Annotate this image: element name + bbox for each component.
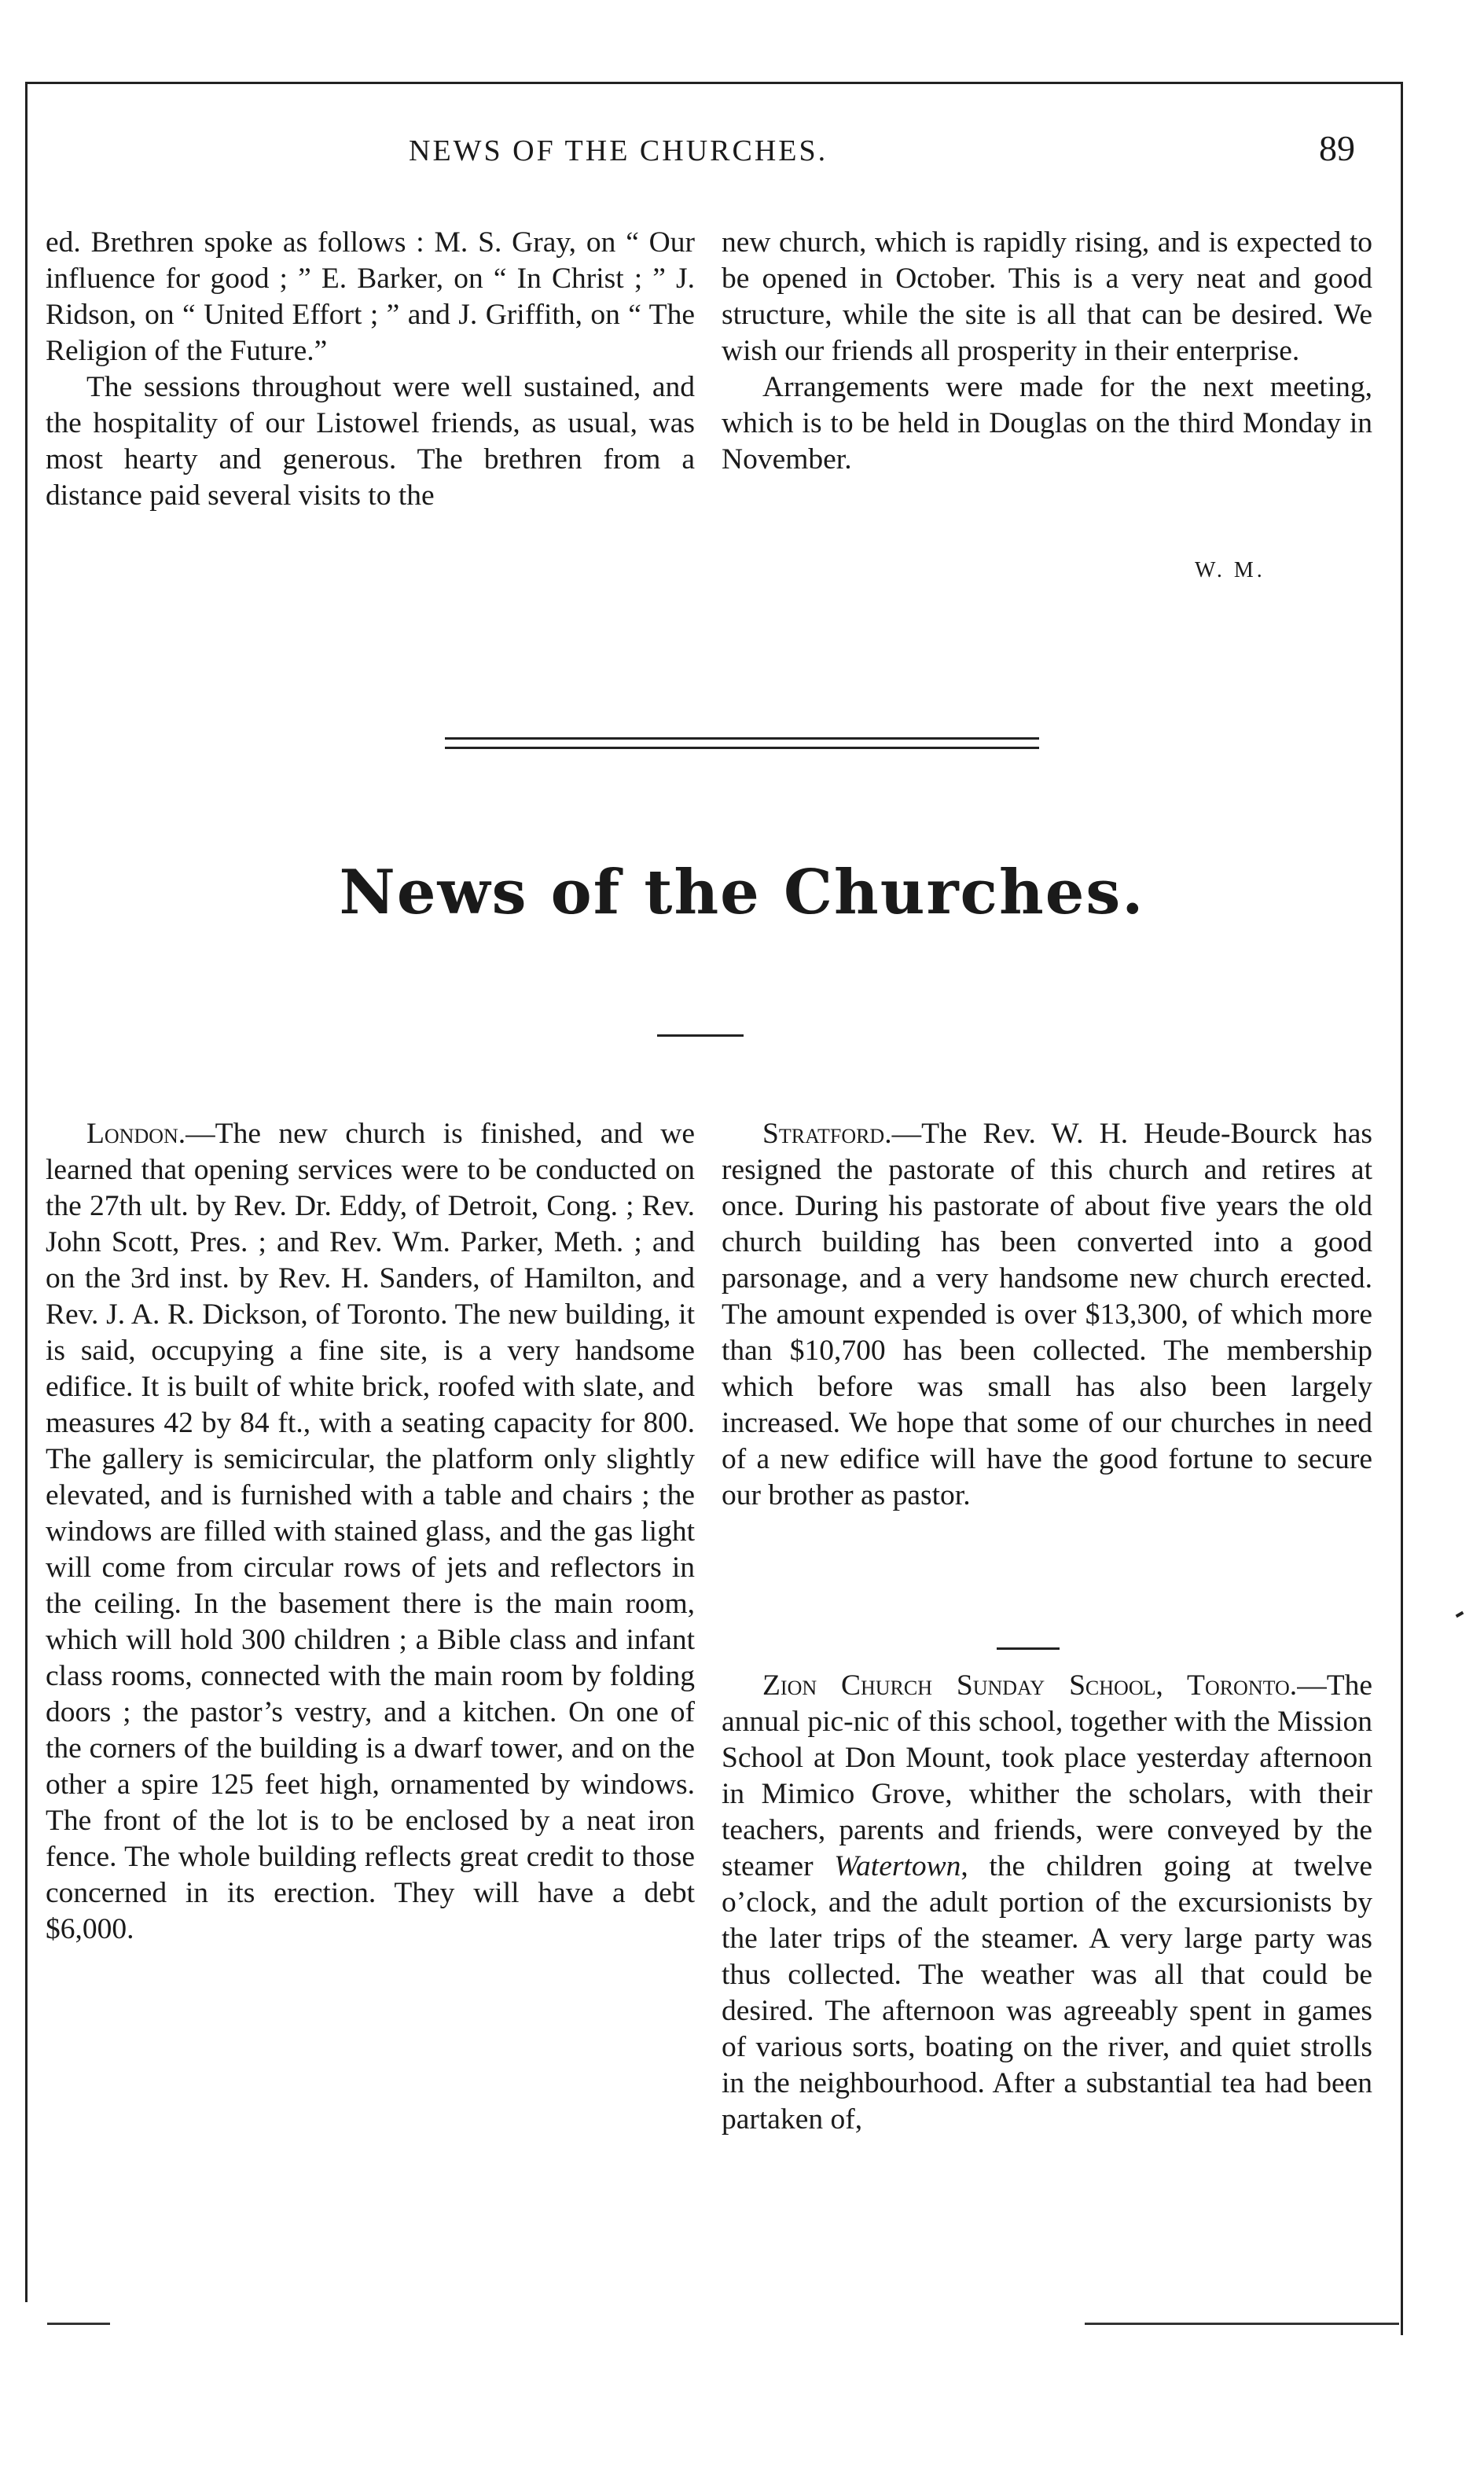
running-head: NEWS OF THE CHURCHES. [409, 134, 828, 167]
paragraph: The sessions throughout were well sustained, and the hospitality of our Listowel friends, as usual, was most hearty and generous. The brethren from a distance paid several visits to the [46, 371, 695, 512]
article-london [46, 1116, 695, 1948]
article-body: , the children going at twelve o’clock, and the adult portion of the excursionists by the later trips of the steamer. A very large party was thus collected. The weather was all that could be desired. The afternoon was agreeably spent in games of various sorts, boating on the river, and quiet strolls in the neighbourhood. After a substantial tea had been partaken of, [722, 1850, 1372, 2136]
author-signature: W. M. [1195, 558, 1265, 582]
title-rule [657, 1034, 744, 1037]
article-heading: Stratford. [762, 1118, 892, 1150]
steamer-name: Watertown [834, 1850, 961, 1882]
article-stratford [722, 1116, 1372, 1514]
page-border-left [25, 82, 28, 2302]
paragraph: ed. Brethren spoke as follows : M. S. Gray, on “ Our influence for good ; ” E. Barker, on “ In Christ ; ” J. Ridson, on “ United Effort ; ” and J. Griffith, on “ The Religion of the Future.” [46, 226, 695, 367]
article-body: —The annual pic-nic of this school, together with the Mission School at Don Mount, took place yesterday afternoon in Mimico Grove, whither the scholars, with their teachers, parents and friends, were conveyed by the steamer [722, 1669, 1372, 1882]
paragraph [722, 1116, 1372, 1514]
top-right-column [722, 225, 1372, 478]
article-body: —The Rev. W. H. Heude-Bourck has resigned the pastorate of this church and retires at once. During his pastorate of about five years the old church building has been converted into a good parsonage, and a very handsome new church erected. The amount expended is over $13,300, of which more than $10,700 has been collected. The membership which before was small has also been largely increased. We hope that some of our churches in need of a new edifice will have the good fortune to secure our brother as pastor. [722, 1118, 1372, 1511]
page-border-right [1401, 82, 1403, 2335]
paragraph [722, 1668, 1372, 2138]
paragraph: Arrangements were made for the next meeting, which is to be held in Douglas on the third Monday in November. [722, 371, 1372, 476]
double-rule-top [445, 737, 1039, 740]
double-rule-bottom [445, 747, 1039, 749]
margin-mark [1456, 1611, 1464, 1618]
article-body: —The new church is finished, and we learned that opening services were to be conducted on the 27th ult. by Rev. Dr. Eddy, of Detroit, Cong. ; Rev. John Scott, Pres. ; and Rev. Wm. Parker, Meth. ; and on the 3rd inst. by Rev. H. Sanders, of Hamilton, and Rev. J. A. R. Dickson, of Toronto. The new building, it is said, occupying a fine site, is a very handsome edifice. It is built of white brick, roofed with slate, and measures 42 by 84 ft., with a seating capacity for 800. The gallery is semicircular, the platform only slightly elevated, and is furnished with a table and chairs ; the windows are filled with stained glass, and the gas light will come from circular rows of jets and reflectors in the ceiling. In the basement there is the main room, which will hold 300 children ; a Bible class and infant class rooms, connected with the main room by folding doors ; the pastor’s vestry, and a kitchen. On one of the corners of the building is a dwarf tower, and on the other a spire 125 feet high, ornamented by windows. The front of the lot is to be enclosed by a neat iron fence. The whole building reflects great credit to those concerned in its erection. They will have a debt $6,000. [46, 1118, 695, 1945]
article-divider [997, 1647, 1060, 1650]
article-zion-church [722, 1668, 1372, 2138]
paragraph [46, 1116, 695, 1948]
page-border-bottom-fragment [47, 2323, 110, 2325]
article-heading: London. [86, 1118, 186, 1150]
page-border-top [25, 82, 1401, 84]
paragraph: new church, which is rapidly rising, and is expected to be opened in October. This is a very neat and good structure, while the site is all that can be desired. We wish our friends all prosperity in their enterprise. [722, 226, 1372, 367]
section-title: News of the Churches. [339, 857, 1145, 928]
page-number: 89 [1319, 128, 1355, 168]
top-left-column [46, 225, 695, 514]
page-border-bottom-fragment [1085, 2323, 1399, 2325]
article-heading: Zion Church Sunday School, Toronto. [762, 1669, 1298, 1702]
